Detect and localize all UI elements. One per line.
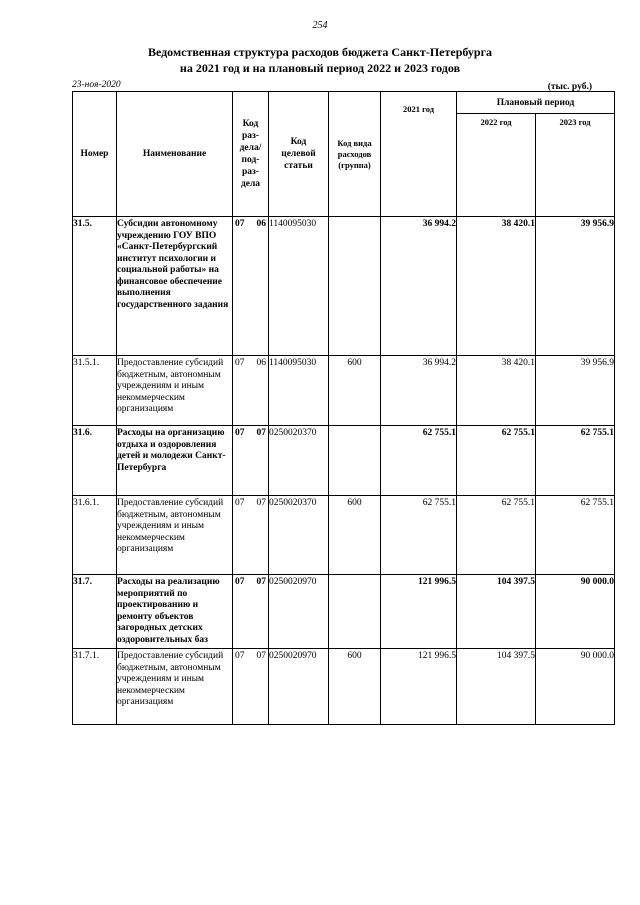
row-2021: 62 755.1: [381, 496, 457, 575]
row-2022: 38 420.1: [457, 356, 536, 426]
row-target: 1140095030: [269, 356, 329, 426]
table-row: [73, 356, 615, 426]
row-2022: 104 397.5: [457, 649, 536, 725]
row-podrazdel: 07: [256, 428, 266, 438]
row-2021: 121 996.5: [381, 649, 457, 725]
header-plan-period: Плановый период: [457, 92, 615, 114]
row-podrazdel: 07: [256, 498, 266, 508]
row-2023: 90 000.0: [536, 649, 615, 725]
row-2021: 62 755.1: [381, 426, 457, 496]
page-number: 254: [312, 20, 328, 31]
row-kind: 600: [329, 496, 381, 575]
row-section-cell: [233, 426, 269, 496]
budget-table: [72, 91, 615, 725]
header-2022: 2022 год: [457, 114, 536, 217]
document-date: 23-ноя-2020: [72, 80, 121, 90]
row-name: Предоставление субсидий бюджетным, автономным учреждениям и иным некоммерческим организациям: [117, 496, 233, 575]
header-section: Код раз-дела/ под-раз-дела: [233, 92, 269, 217]
row-name: Предоставление субсидий бюджетным, автономным учреждениям и иным некоммерческим организациям: [117, 649, 233, 725]
document-title: [0, 44, 640, 76]
row-2021: 36 994.2: [381, 217, 457, 356]
row-2022: 38 420.1: [457, 217, 536, 356]
row-2021: 121 996.5: [381, 575, 457, 649]
row-target: 0250020970: [269, 575, 329, 649]
row-razdel: 07: [235, 428, 245, 438]
row-razdel: 07: [235, 498, 245, 508]
row-kind: [329, 217, 381, 356]
row-number: 31.6.: [73, 426, 117, 496]
row-razdel: 07: [235, 577, 245, 587]
header-number: Номер: [73, 92, 117, 217]
row-2023: 39 956.9: [536, 356, 615, 426]
row-2022: 62 755.1: [457, 496, 536, 575]
row-podrazdel: 07: [256, 577, 266, 587]
row-2021: 36 994.2: [381, 356, 457, 426]
table-header: [73, 92, 615, 217]
title-line-2: на 2021 год и на плановый период 2022 и 2023 годов: [179, 61, 461, 75]
row-razdel: 07: [235, 219, 245, 229]
row-kind: 600: [329, 649, 381, 725]
header-2021: 2021 год: [381, 92, 457, 217]
row-2022: 104 397.5: [457, 575, 536, 649]
row-kind: [329, 575, 381, 649]
row-name: Расходы на организацию отдыха и оздоровления детей и молодежи Санкт-Петербурга: [117, 426, 233, 496]
header-name: Наименование: [117, 92, 233, 217]
row-section-cell: [233, 496, 269, 575]
row-section-cell: [233, 356, 269, 426]
row-2023: 90 000.0: [536, 575, 615, 649]
row-number: 31.7.1.: [73, 649, 117, 725]
row-number: 31.5.1.: [73, 356, 117, 426]
header-2023: 2023 год: [536, 114, 615, 217]
row-section-cell: [233, 217, 269, 356]
header-kind: Код вида расходов (группа): [329, 92, 381, 217]
row-2023: 62 755.1: [536, 426, 615, 496]
row-number: 31.7.: [73, 575, 117, 649]
row-name: Субсидии автономному учреждению ГОУ ВПО «Санкт-Петербургский институт психологии и социальной работы» на финансовое обеспечение выполнения государственного задания: [117, 217, 233, 356]
row-kind: 600: [329, 356, 381, 426]
table-row: [73, 217, 615, 356]
row-2022: 62 755.1: [457, 426, 536, 496]
row-section-cell: [233, 575, 269, 649]
row-razdel: 07: [235, 358, 245, 368]
table-row: [73, 649, 615, 725]
header-target: Код целевой статьи: [269, 92, 329, 217]
row-target: 0250020370: [269, 496, 329, 575]
row-2023: 39 956.9: [536, 217, 615, 356]
row-section-cell: [233, 649, 269, 725]
table-row: [73, 575, 615, 649]
row-target: 1140095030: [269, 217, 329, 356]
row-2023: 62 755.1: [536, 496, 615, 575]
row-target: 0250020370: [269, 426, 329, 496]
row-name: Предоставление субсидий бюджетным, автономным учреждениям и иным некоммерческим организациям: [117, 356, 233, 426]
row-name: Расходы на реализацию мероприятий по проектированию и ремонту объектов загородных детских оздоровительных баз: [117, 575, 233, 649]
row-podrazdel: 06: [256, 358, 266, 368]
table-body: [73, 217, 615, 725]
table-row: [73, 496, 615, 575]
row-kind: [329, 426, 381, 496]
row-target: 0250020970: [269, 649, 329, 725]
table-row: [73, 426, 615, 496]
row-podrazdel: 07: [256, 651, 266, 661]
row-number: 31.5.: [73, 217, 117, 356]
units-label: (тыс. руб.): [547, 82, 592, 92]
row-podrazdel: 06: [256, 219, 266, 229]
title-line-1: Ведомственная структура расходов бюджета Санкт-Петербурга: [147, 45, 493, 59]
row-razdel: 07: [235, 651, 245, 661]
row-number: 31.6.1.: [73, 496, 117, 575]
